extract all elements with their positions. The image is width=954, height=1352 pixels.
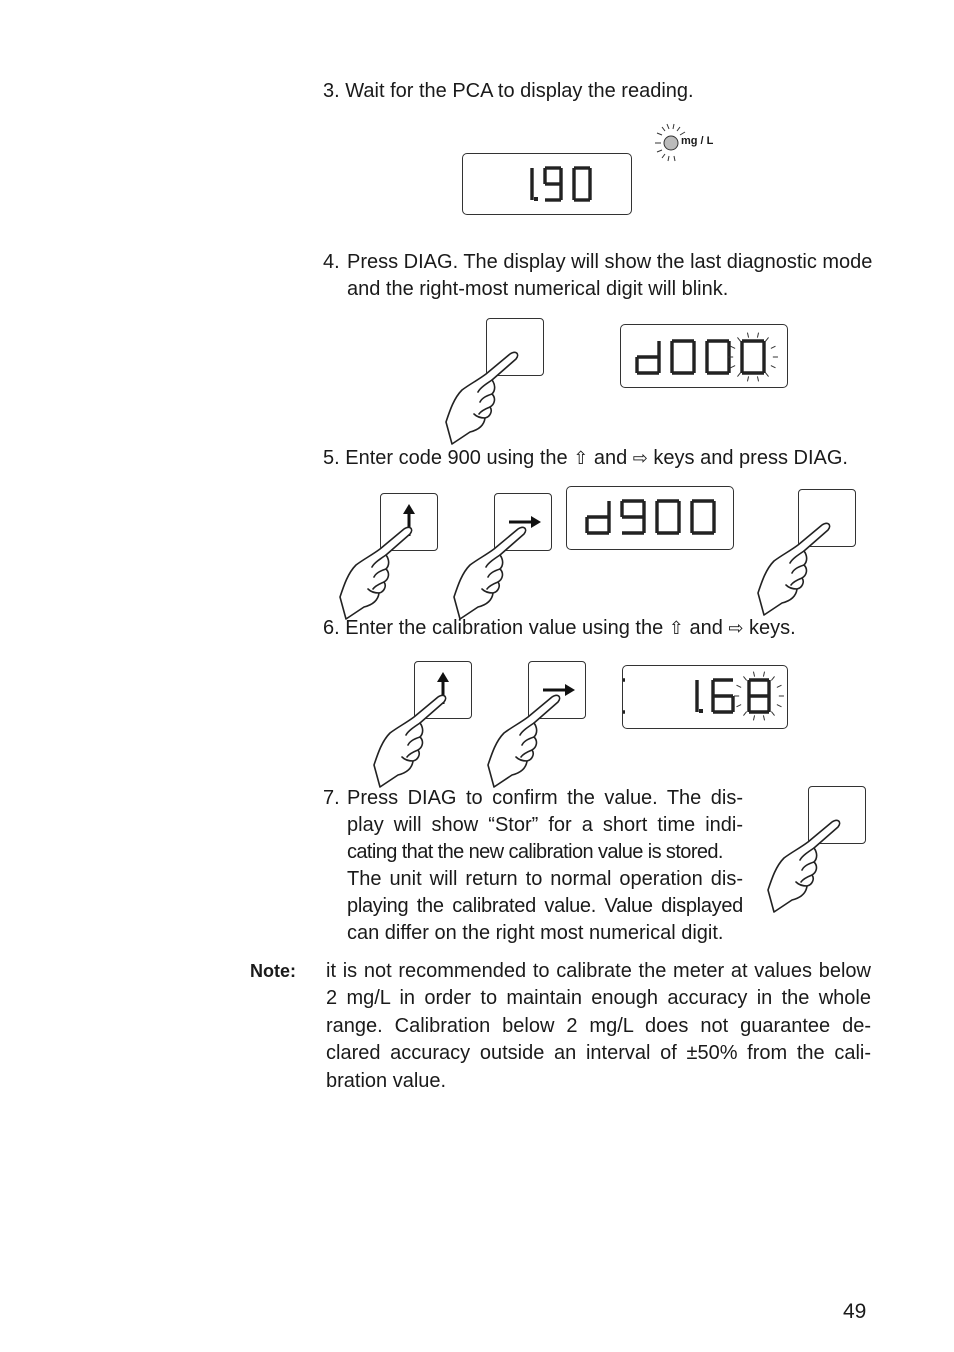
step-6 <box>323 615 796 642</box>
mg-l-indicator <box>640 118 730 168</box>
lcd-cal-value-digits <box>623 666 787 728</box>
blink-ray <box>737 685 742 687</box>
step-7-line: can differ on the right most numerical digit. <box>347 922 724 944</box>
blink-ray <box>753 672 754 677</box>
step-5 <box>323 445 848 472</box>
lcd-reading <box>462 153 632 215</box>
note-label: Note: <box>250 961 296 981</box>
step-4-line: Press DIAG. The display will show the last diagnostic mode <box>347 251 873 273</box>
step-5-text-post: keys and press DIAG. <box>647 447 848 469</box>
blink-ray <box>777 705 782 707</box>
lcd-diag-last-digits <box>621 325 787 387</box>
blink-ray <box>731 346 736 348</box>
blink-ray <box>771 366 776 368</box>
step-6-number: 6. <box>323 617 340 639</box>
blink-ray <box>743 676 746 680</box>
blink-ray <box>771 676 774 680</box>
blink-ray <box>731 366 736 368</box>
blink-ray <box>737 373 740 377</box>
step-4-number: 4. <box>323 251 340 273</box>
step-3-text: Wait for the PCA to display the reading. <box>345 80 694 102</box>
blink-ray <box>771 346 776 348</box>
blink-ray <box>757 376 758 381</box>
blink-ray <box>753 715 754 720</box>
lcd-diag-last <box>620 324 788 388</box>
right-arrow-icon: ⇨ <box>728 618 744 638</box>
blink-ray <box>763 672 764 677</box>
pressing-hand-icon <box>752 511 862 631</box>
step-6-text-pre: Enter the calibration value using the <box>345 617 669 639</box>
step-7-number: 7. <box>323 787 340 809</box>
right-arrow-icon: ⇨ <box>632 448 648 468</box>
lcd-diag-code-digits <box>567 487 733 549</box>
lcd-diag-code <box>566 486 734 550</box>
step-7-line: cating that the new calibration value is stored. <box>347 841 723 863</box>
step-6-text-mid: and <box>683 617 729 639</box>
unit-label: mg / L <box>681 135 714 147</box>
blink-ray <box>765 373 768 377</box>
step-7-line: playing the calibrated value. Value displayed <box>347 895 743 917</box>
blink-ray <box>771 712 774 716</box>
lcd-decimal-point <box>534 197 538 201</box>
blink-ray <box>765 337 768 341</box>
step-4-text <box>347 249 872 303</box>
blink-ray <box>757 333 758 338</box>
step-7-line: Press DIAG to confirm the value. The dis- <box>347 787 743 809</box>
page-number: 49 <box>843 1300 867 1323</box>
blink-ray <box>743 712 746 716</box>
step-4-line: and the right-most numerical digit will blink. <box>347 278 729 300</box>
step-6-text-post: keys. <box>743 617 796 639</box>
blink-ray <box>747 333 748 338</box>
blink-ray <box>763 715 764 720</box>
up-arrow-icon: ⇧ <box>668 618 684 638</box>
blink-ray <box>737 337 740 341</box>
step-7-line: play will show “Stor” for a short time indi- <box>347 814 743 836</box>
blink-ray <box>747 376 748 381</box>
blink-ray <box>737 705 742 707</box>
lcd-reading-digits <box>463 154 631 214</box>
pressing-hand-icon <box>762 808 872 928</box>
lcd-decimal-point <box>699 709 703 713</box>
step-3-number: 3. <box>323 80 340 102</box>
step-7-line: The unit will return to normal operation dis- <box>347 868 743 890</box>
note-text: it is not recommended to calibrate the meter at values below 2 mg/L in order to maintain enough accuracy in the whole range. Calibration below 2 mg/L does not guarantee de-clared accuracy outside an interval of ±50% from the cali-bration value. <box>326 960 871 1092</box>
step-7-text <box>347 785 743 947</box>
step-5-text-pre: Enter code 900 using the <box>345 447 574 469</box>
step-3 <box>323 78 694 105</box>
lcd-cal-value <box>622 665 788 729</box>
up-arrow-icon: ⇧ <box>573 448 589 468</box>
step-5-text-mid: and <box>588 447 633 469</box>
pressing-hand-icon <box>440 340 550 460</box>
step-5-number: 5. <box>323 447 340 469</box>
blink-ray <box>777 685 782 687</box>
